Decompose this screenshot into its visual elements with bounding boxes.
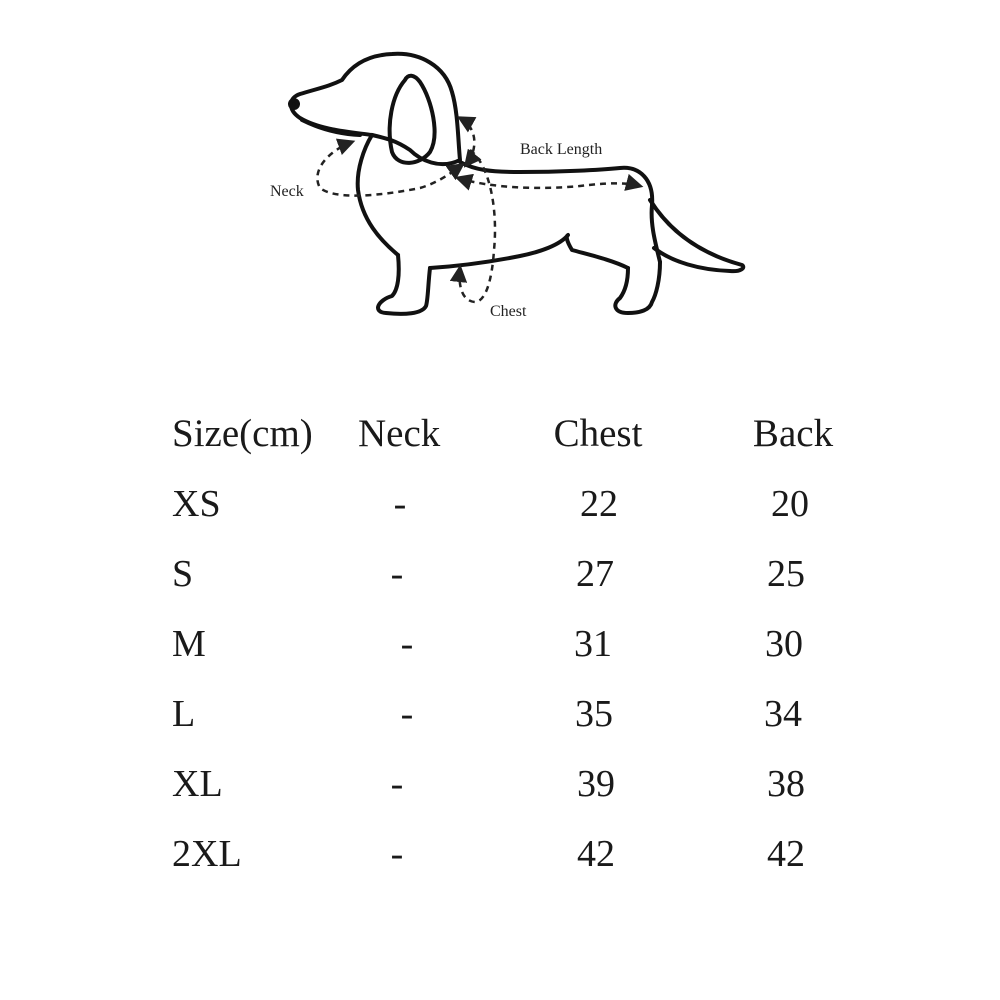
row-m-chest: 31 — [574, 623, 612, 665]
row-l-back: 34 — [764, 693, 802, 735]
row-xs-size: XS — [172, 483, 221, 525]
neck-label: Neck — [270, 183, 304, 200]
row-l-size: L — [172, 693, 196, 735]
row-xl-size: XL — [172, 763, 223, 805]
row-s-back: 25 — [767, 553, 805, 595]
row-xl-chest: 39 — [577, 763, 615, 805]
back-length-label: Back Length — [520, 141, 603, 158]
row-l-chest: 35 — [575, 693, 613, 735]
row-xs-chest: 22 — [580, 483, 618, 525]
row-xl-neck: - — [390, 763, 404, 805]
row-s-size: S — [172, 553, 194, 595]
chest-label: Chest — [490, 303, 527, 320]
header-size: Size(cm) — [172, 412, 313, 455]
row-m-neck: - — [400, 623, 414, 665]
row-2xl-size: 2XL — [172, 833, 242, 875]
row-2xl-chest: 42 — [577, 833, 615, 875]
row-m-size: M — [172, 623, 206, 665]
header-chest: Chest — [553, 412, 643, 455]
row-xs-neck: - — [393, 483, 407, 525]
row-l-neck: - — [400, 693, 414, 735]
header-back: Back — [752, 412, 834, 455]
header-neck: Neck — [358, 412, 441, 455]
row-m-back: 30 — [765, 623, 803, 665]
row-s-chest: 27 — [576, 553, 614, 595]
row-2xl-neck: - — [390, 833, 404, 875]
row-2xl-back: 42 — [767, 833, 805, 875]
row-xs-back: 20 — [771, 483, 809, 525]
row-xl-back: 38 — [767, 763, 805, 805]
row-s-neck: - — [390, 553, 404, 595]
